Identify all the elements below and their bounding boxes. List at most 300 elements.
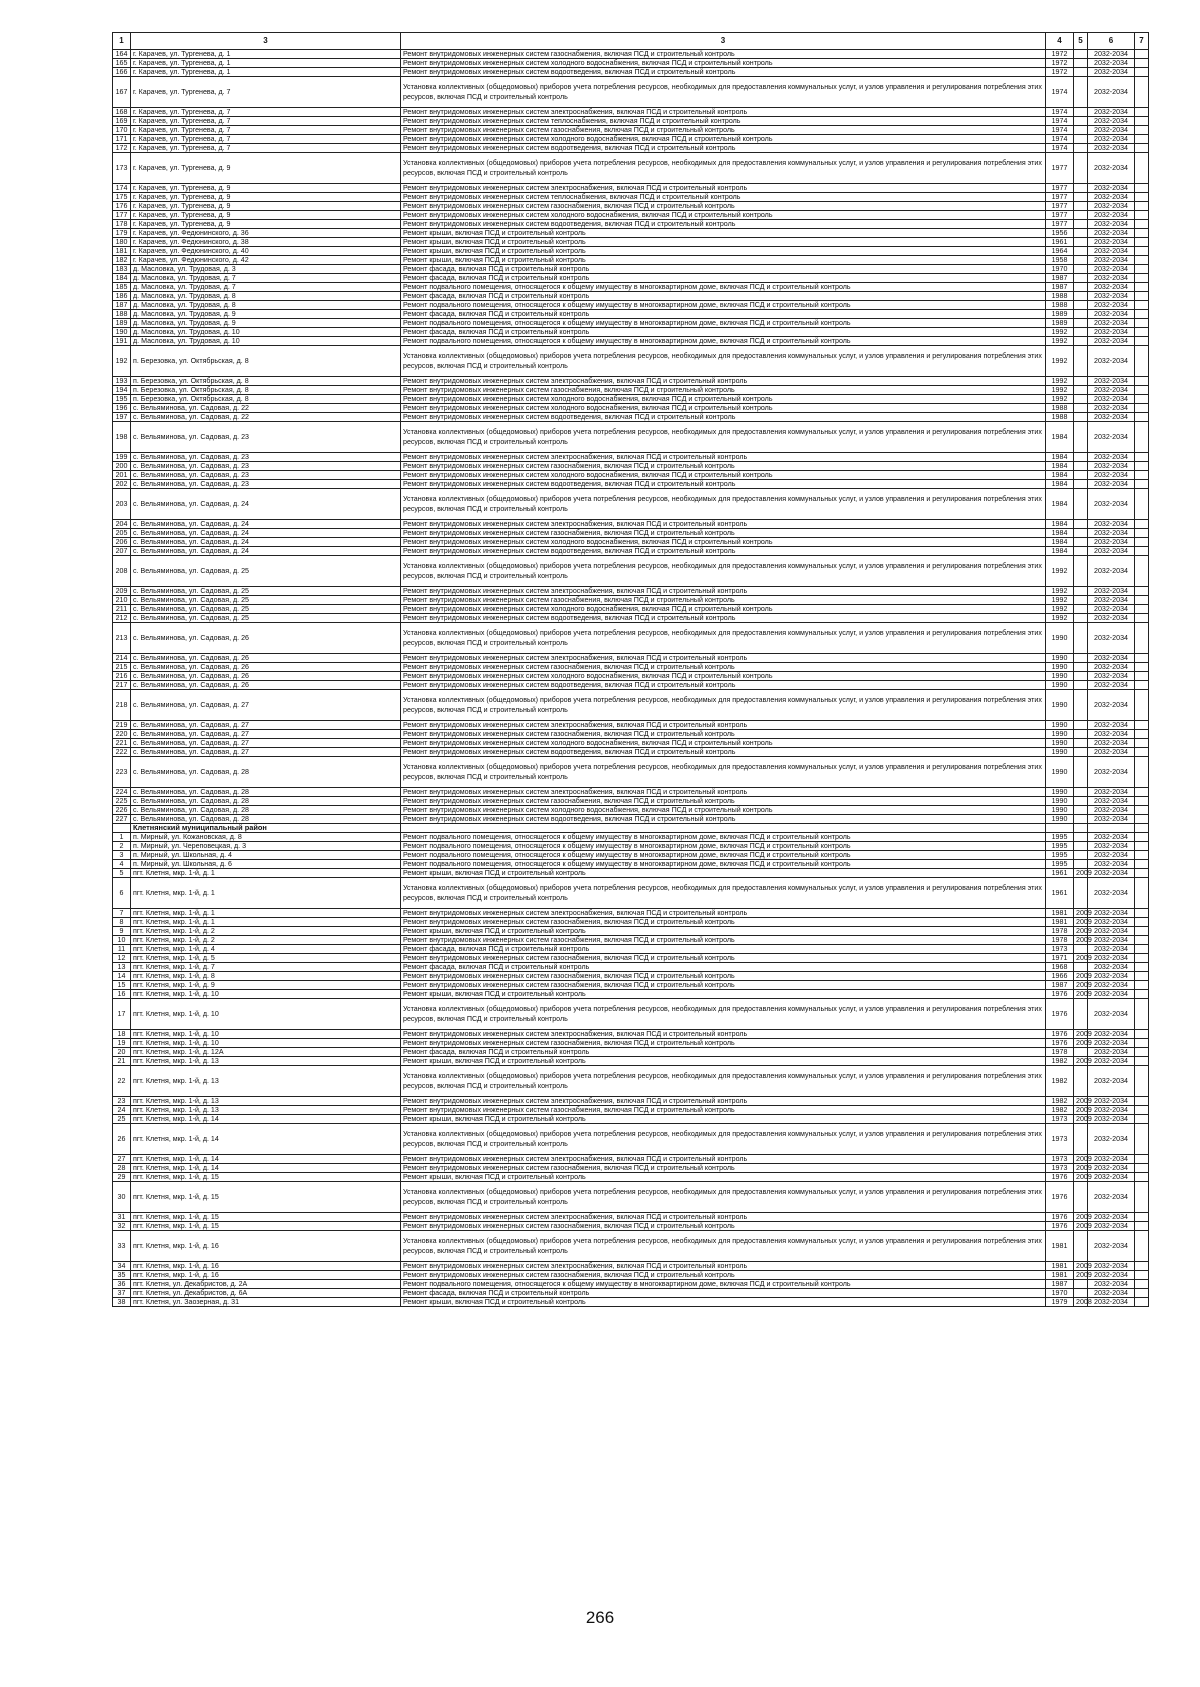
last-repair-year: 2009 — [1074, 1039, 1088, 1048]
row-number: 201 — [113, 471, 131, 480]
planned-period: 2032-2034 — [1088, 395, 1135, 404]
last-repair-year — [1074, 310, 1088, 319]
last-repair-year — [1074, 860, 1088, 869]
year-built: 1995 — [1046, 833, 1074, 842]
table-row — [113, 1262, 1149, 1271]
row-number: 167 — [113, 77, 131, 108]
row-number: 187 — [113, 301, 131, 310]
work-type: Ремонт внутридомовых инженерных систем теплоснабжения, включая ПСД и строительный контроль — [401, 193, 1046, 202]
work-type: Установка коллективных (общедомовых) приборов учета потребления ресурсов, необходимых для предоставления коммунальных услуг, и узлов управления и регулирования потребления этих ресурсов, включая ПСД и строительный контроль — [401, 556, 1046, 587]
address: п. Березовка, ул. Октябрьская, д. 8 — [131, 386, 401, 395]
table-row — [113, 274, 1149, 283]
planned-period: 2032-2034 — [1088, 337, 1135, 346]
address: пгт. Клетня, мкр. 1-й, д. 7 — [131, 963, 401, 972]
work-type: Установка коллективных (общедомовых) приборов учета потребления ресурсов, необходимых для предоставления коммунальных услуг, и узлов управления и регулирования потребления этих ресурсов, включая ПСД и строительный контроль — [401, 422, 1046, 453]
empty-cell — [1135, 1048, 1149, 1057]
year-built: 1977 — [1046, 220, 1074, 229]
year-built: 1973 — [1046, 1124, 1074, 1155]
empty-cell — [1135, 878, 1149, 909]
planned-period: 2032-2034 — [1088, 377, 1135, 386]
address: пгт. Клетня, мкр. 1-й, д. 14 — [131, 1164, 401, 1173]
row-number: 170 — [113, 126, 131, 135]
last-repair-year: 2009 — [1074, 990, 1088, 999]
planned-period: 2032-2034 — [1088, 739, 1135, 748]
last-repair-year — [1074, 878, 1088, 909]
row-number: 215 — [113, 663, 131, 672]
planned-period: 2032-2034 — [1088, 918, 1135, 927]
table-row — [113, 404, 1149, 413]
planned-period: 2032-2034 — [1088, 1289, 1135, 1298]
planned-period: 2032-2034 — [1088, 547, 1135, 556]
year-built: 1981 — [1046, 1262, 1074, 1271]
work-type: Ремонт фасада, включая ПСД и строительный контроль — [401, 945, 1046, 954]
row-number: 16 — [113, 990, 131, 999]
planned-period: 2032-2034 — [1088, 1222, 1135, 1231]
table-row — [113, 833, 1149, 842]
work-type: Ремонт крыши, включая ПСД и строительный контроль — [401, 927, 1046, 936]
table-row — [113, 981, 1149, 990]
table-row — [113, 730, 1149, 739]
year-built: 1992 — [1046, 614, 1074, 623]
address: с. Вельяминова, ул. Садовая, д. 24 — [131, 538, 401, 547]
table-body — [113, 33, 1149, 1307]
empty-cell — [1135, 480, 1149, 489]
last-repair-year — [1074, 480, 1088, 489]
year-built: 1984 — [1046, 529, 1074, 538]
year-built: 1978 — [1046, 1048, 1074, 1057]
year-built: 1976 — [1046, 1213, 1074, 1222]
address: г. Карачев, ул. Тургенева, д. 7 — [131, 117, 401, 126]
last-repair-year: 2009 — [1074, 981, 1088, 990]
last-repair-year — [1074, 757, 1088, 788]
table-row — [113, 851, 1149, 860]
last-repair-year — [1074, 395, 1088, 404]
year-built: 1977 — [1046, 211, 1074, 220]
planned-period: 2032-2034 — [1088, 211, 1135, 220]
table-row — [113, 1039, 1149, 1048]
row-number: 203 — [113, 489, 131, 520]
last-repair-year — [1074, 1280, 1088, 1289]
row-number: 198 — [113, 422, 131, 453]
row-number: 223 — [113, 757, 131, 788]
table-row — [113, 319, 1149, 328]
work-type: Ремонт внутридомовых инженерных систем водоотведения, включая ПСД и строительный контроль — [401, 413, 1046, 422]
planned-period: 2032-2034 — [1088, 471, 1135, 480]
empty-cell — [1135, 936, 1149, 945]
year-built: 1992 — [1046, 346, 1074, 377]
last-repair-year — [1074, 538, 1088, 547]
last-repair-year — [1074, 529, 1088, 538]
empty-cell — [1135, 730, 1149, 739]
empty-cell — [1135, 851, 1149, 860]
planned-period: 2032-2034 — [1088, 462, 1135, 471]
address: г. Карачев, ул. Тургенева, д. 9 — [131, 202, 401, 211]
empty-cell — [1135, 211, 1149, 220]
row-number: 217 — [113, 681, 131, 690]
last-repair-year — [1074, 788, 1088, 797]
planned-period: 2032-2034 — [1088, 489, 1135, 520]
year-built: 1990 — [1046, 806, 1074, 815]
address: пгт. Клетня, ул. Декабристов, д. 6А — [131, 1289, 401, 1298]
table-row — [113, 1106, 1149, 1115]
year-built: 1976 — [1046, 1039, 1074, 1048]
work-type: Установка коллективных (общедомовых) приборов учета потребления ресурсов, необходимых для предоставления коммунальных услуг, и узлов управления и регулирования потребления этих ресурсов, включая ПСД и строительный контроль — [401, 623, 1046, 654]
row-number: 34 — [113, 1262, 131, 1271]
empty-cell — [1135, 788, 1149, 797]
row-number: 200 — [113, 462, 131, 471]
work-type: Ремонт внутридомовых инженерных систем водоотведения, включая ПСД и строительный контроль — [401, 547, 1046, 556]
work-type: Ремонт внутридомовых инженерных систем холодного водоснабжения, включая ПСД и строительный контроль — [401, 806, 1046, 815]
planned-period: 2032-2034 — [1088, 346, 1135, 377]
address: пгт. Клетня, мкр. 1-й, д. 13 — [131, 1066, 401, 1097]
row-number: 172 — [113, 144, 131, 153]
empty-cell — [1135, 144, 1149, 153]
table-row — [113, 936, 1149, 945]
last-repair-year — [1074, 587, 1088, 596]
work-type: Ремонт внутридомовых инженерных систем газоснабжения, включая ПСД и строительный контроль — [401, 529, 1046, 538]
empty-cell — [1135, 999, 1149, 1030]
address: г. Карачев, ул. Тургенева, д. 9 — [131, 193, 401, 202]
empty-cell — [1135, 1231, 1149, 1262]
planned-period: 2032-2034 — [1088, 815, 1135, 824]
work-type: Ремонт внутридомовых инженерных систем электроснабжения, включая ПСД и строительный контроль — [401, 909, 1046, 918]
address: п. Мирный, ул. Кожановская, д. 8 — [131, 833, 401, 842]
address: д. Масловка, ул. Трудовая, д. 7 — [131, 274, 401, 283]
planned-period: 2032-2034 — [1088, 721, 1135, 730]
empty-cell — [1135, 77, 1149, 108]
empty-cell — [1135, 328, 1149, 337]
row-number: 206 — [113, 538, 131, 547]
work-type: Ремонт внутридомовых инженерных систем газоснабжения, включая ПСД и строительный контроль — [401, 50, 1046, 59]
address: пгт. Клетня, мкр. 1-й, д. 14 — [131, 1115, 401, 1124]
planned-period: 2032-2034 — [1088, 310, 1135, 319]
work-type: Ремонт внутридомовых инженерных систем электроснабжения, включая ПСД и строительный контроль — [401, 1262, 1046, 1271]
year-built: 1974 — [1046, 126, 1074, 135]
row-number: 189 — [113, 319, 131, 328]
table-row — [113, 520, 1149, 529]
planned-period: 2032-2034 — [1088, 936, 1135, 945]
work-type: Ремонт внутридомовых инженерных систем холодного водоснабжения, включая ПСД и строительный контроль — [401, 135, 1046, 144]
year-built: 1990 — [1046, 690, 1074, 721]
empty-cell — [1135, 869, 1149, 878]
address: пгт. Клетня, мкр. 1-й, д. 10 — [131, 1039, 401, 1048]
address: пгт. Клетня, мкр. 1-й, д. 16 — [131, 1231, 401, 1262]
work-type: Ремонт внутридомовых инженерных систем газоснабжения, включая ПСД и строительный контроль — [401, 663, 1046, 672]
year-built: 1972 — [1046, 59, 1074, 68]
address: д. Масловка, ул. Трудовая, д. 3 — [131, 265, 401, 274]
planned-period: 2032-2034 — [1088, 954, 1135, 963]
address: пгт. Клетня, мкр. 1-й, д. 14 — [131, 1155, 401, 1164]
column-header: 3 — [131, 33, 401, 50]
last-repair-year — [1074, 328, 1088, 337]
last-repair-year — [1074, 1289, 1088, 1298]
planned-period: 2032-2034 — [1088, 404, 1135, 413]
address: г. Карачев, ул. Федюнинского, д. 40 — [131, 247, 401, 256]
planned-period: 2032-2034 — [1088, 265, 1135, 274]
address: пгт. Клетня, мкр. 1-й, д. 5 — [131, 954, 401, 963]
address: с. Вельяминова, ул. Садовая, д. 23 — [131, 480, 401, 489]
work-type: Ремонт подвального помещения, относящегося к общему имуществу в многоквартирном доме, включая ПСД и строительный контроль — [401, 860, 1046, 869]
last-repair-year — [1074, 690, 1088, 721]
table-row — [113, 587, 1149, 596]
work-type: Ремонт подвального помещения, относящегося к общему имуществу в многоквартирном доме, включая ПСД и строительный контроль — [401, 851, 1046, 860]
last-repair-year: 2009 — [1074, 1097, 1088, 1106]
empty-cell — [1135, 265, 1149, 274]
last-repair-year — [1074, 605, 1088, 614]
work-type: Установка коллективных (общедомовых) приборов учета потребления ресурсов, необходимых для предоставления коммунальных услуг, и узлов управления и регулирования потребления этих ресурсов, включая ПСД и строительный контроль — [401, 77, 1046, 108]
address: г. Карачев, ул. Тургенева, д. 7 — [131, 135, 401, 144]
table-row — [113, 328, 1149, 337]
column-header: 1 — [113, 33, 131, 50]
row-number: 178 — [113, 220, 131, 229]
table-row — [113, 193, 1149, 202]
year-built: 1976 — [1046, 990, 1074, 999]
work-type: Установка коллективных (общедомовых) приборов учета потребления ресурсов, необходимых для предоставления коммунальных услуг, и узлов управления и регулирования потребления этих ресурсов, включая ПСД и строительный контроль — [401, 489, 1046, 520]
address: пгт. Клетня, мкр. 1-й, д. 13 — [131, 1057, 401, 1066]
year-built: 1977 — [1046, 184, 1074, 193]
year-built: 1976 — [1046, 1030, 1074, 1039]
year-built: 1992 — [1046, 596, 1074, 605]
address: г. Карачев, ул. Тургенева, д. 9 — [131, 220, 401, 229]
empty-cell — [1135, 135, 1149, 144]
row-number: 218 — [113, 690, 131, 721]
address: п. Мирный, ул. Череповецкая, д. 3 — [131, 842, 401, 851]
empty-cell — [1135, 587, 1149, 596]
last-repair-year: 2009 — [1074, 909, 1088, 918]
last-repair-year — [1074, 404, 1088, 413]
last-repair-year: 2009 — [1074, 1213, 1088, 1222]
table-row — [113, 806, 1149, 815]
year-built: 1971 — [1046, 954, 1074, 963]
row-number: 183 — [113, 265, 131, 274]
year-built: 1992 — [1046, 395, 1074, 404]
planned-period: 2032-2034 — [1088, 256, 1135, 265]
address: пгт. Клетня, мкр. 1-й, д. 10 — [131, 990, 401, 999]
row-number: 180 — [113, 238, 131, 247]
row-number: 193 — [113, 377, 131, 386]
work-type: Ремонт внутридомовых инженерных систем газоснабжения, включая ПСД и строительный контроль — [401, 1164, 1046, 1173]
address: с. Вельяминова, ул. Садовая, д. 28 — [131, 797, 401, 806]
year-built: 1982 — [1046, 1066, 1074, 1097]
address: с. Вельяминова, ул. Садовая, д. 26 — [131, 672, 401, 681]
last-repair-year — [1074, 556, 1088, 587]
work-type: Ремонт внутридомовых инженерных систем газоснабжения, включая ПСД и строительный контроль — [401, 386, 1046, 395]
planned-period: 2032-2034 — [1088, 117, 1135, 126]
work-type: Ремонт крыши, включая ПСД и строительный контроль — [401, 238, 1046, 247]
year-built: 1970 — [1046, 265, 1074, 274]
table-row — [113, 815, 1149, 824]
last-repair-year — [1074, 319, 1088, 328]
row-number: 204 — [113, 520, 131, 529]
address: пгт. Клетня, мкр. 1-й, д. 4 — [131, 945, 401, 954]
table-row — [113, 77, 1149, 108]
work-type: Ремонт крыши, включая ПСД и строительный контроль — [401, 1057, 1046, 1066]
work-type: Ремонт крыши, включая ПСД и строительный контроль — [401, 247, 1046, 256]
planned-period: 2032-2034 — [1088, 1057, 1135, 1066]
planned-period: 2032-2034 — [1088, 247, 1135, 256]
last-repair-year: 2009 — [1074, 954, 1088, 963]
last-repair-year — [1074, 193, 1088, 202]
last-repair-year — [1074, 59, 1088, 68]
work-type: Ремонт внутридомовых инженерных систем газоснабжения, включая ПСД и строительный контроль — [401, 972, 1046, 981]
last-repair-year — [1074, 614, 1088, 623]
year-built: 1982 — [1046, 1097, 1074, 1106]
year-built: 1990 — [1046, 623, 1074, 654]
last-repair-year — [1074, 824, 1088, 833]
year-built: 1974 — [1046, 135, 1074, 144]
table-row — [113, 1066, 1149, 1097]
work-type: Ремонт фасада, включая ПСД и строительный контроль — [401, 963, 1046, 972]
year-built: 1990 — [1046, 654, 1074, 663]
empty-cell — [1135, 529, 1149, 538]
planned-period: 2032-2034 — [1088, 1298, 1135, 1307]
address: с. Вельяминова, ул. Садовая, д. 22 — [131, 404, 401, 413]
work-type: Ремонт внутридомовых инженерных систем электроснабжения, включая ПСД и строительный контроль — [401, 587, 1046, 596]
last-repair-year — [1074, 247, 1088, 256]
planned-period: 2032-2034 — [1088, 413, 1135, 422]
work-type: Ремонт внутридомовых инженерных систем электроснабжения, включая ПСД и строительный контроль — [401, 1213, 1046, 1222]
address: пгт. Клетня, мкр. 1-й, д. 1 — [131, 878, 401, 909]
table-row — [113, 556, 1149, 587]
empty-cell — [1135, 337, 1149, 346]
row-number: 216 — [113, 672, 131, 681]
last-repair-year — [1074, 220, 1088, 229]
empty-cell — [1135, 422, 1149, 453]
planned-period: 2032-2034 — [1088, 730, 1135, 739]
last-repair-year — [1074, 471, 1088, 480]
row-number: 226 — [113, 806, 131, 815]
year-built: 1992 — [1046, 337, 1074, 346]
table-row — [113, 1155, 1149, 1164]
year-built: 1970 — [1046, 1289, 1074, 1298]
planned-period: 2032-2034 — [1088, 283, 1135, 292]
last-repair-year: 2009 — [1074, 936, 1088, 945]
empty-cell — [1135, 310, 1149, 319]
last-repair-year: 2009 — [1074, 1222, 1088, 1231]
empty-cell — [1135, 1106, 1149, 1115]
address: с. Вельяминова, ул. Садовая, д. 26 — [131, 681, 401, 690]
table-row — [113, 927, 1149, 936]
year-built: 1988 — [1046, 404, 1074, 413]
empty-cell — [1135, 395, 1149, 404]
work-type: Ремонт внутридомовых инженерных систем газоснабжения, включая ПСД и строительный контроль — [401, 936, 1046, 945]
table-row — [113, 824, 1149, 833]
address: с. Вельяминова, ул. Садовая, д. 24 — [131, 529, 401, 538]
year-built: 1990 — [1046, 788, 1074, 797]
last-repair-year — [1074, 999, 1088, 1030]
empty-cell — [1135, 301, 1149, 310]
table-row — [113, 1222, 1149, 1231]
work-type: Ремонт внутридомовых инженерных систем холодного водоснабжения, включая ПСД и строительный контроль — [401, 471, 1046, 480]
empty-cell — [1135, 860, 1149, 869]
planned-period: 2032-2034 — [1088, 869, 1135, 878]
address: г. Карачев, ул. Тургенева, д. 9 — [131, 211, 401, 220]
empty-cell — [1135, 614, 1149, 623]
table-row — [113, 220, 1149, 229]
last-repair-year — [1074, 211, 1088, 220]
empty-cell — [1135, 1115, 1149, 1124]
table-row — [113, 623, 1149, 654]
address: с. Вельяминова, ул. Садовая, д. 26 — [131, 663, 401, 672]
year-built: 1982 — [1046, 1106, 1074, 1115]
address: г. Карачев, ул. Тургенева, д. 1 — [131, 59, 401, 68]
address: пгт. Клетня, мкр. 1-й, д. 15 — [131, 1213, 401, 1222]
address: пгт. Клетня, мкр. 1-й, д. 12А — [131, 1048, 401, 1057]
empty-cell — [1135, 1182, 1149, 1213]
planned-period: 2032-2034 — [1088, 690, 1135, 721]
year-built: 1964 — [1046, 247, 1074, 256]
row-number: 38 — [113, 1298, 131, 1307]
row-number: 18 — [113, 1030, 131, 1039]
address: д. Масловка, ул. Трудовая, д. 8 — [131, 301, 401, 310]
table-row — [113, 878, 1149, 909]
last-repair-year: 2009 — [1074, 918, 1088, 927]
row-number: 174 — [113, 184, 131, 193]
address: с. Вельяминова, ул. Садовая, д. 22 — [131, 413, 401, 422]
row-number: 28 — [113, 1164, 131, 1173]
row-number: 196 — [113, 404, 131, 413]
year-built: 1995 — [1046, 860, 1074, 869]
row-number: 36 — [113, 1280, 131, 1289]
table-row — [113, 999, 1149, 1030]
planned-period: 2032-2034 — [1088, 999, 1135, 1030]
planned-period: 2032-2034 — [1088, 909, 1135, 918]
last-repair-year: 2009 — [1074, 1030, 1088, 1039]
table-row — [113, 860, 1149, 869]
empty-cell — [1135, 842, 1149, 851]
work-type: Ремонт подвального помещения, относящегося к общему имуществу в многоквартирном доме, включая ПСД и строительный контроль — [401, 833, 1046, 842]
planned-period: 2032-2034 — [1088, 1231, 1135, 1262]
address: с. Вельяминова, ул. Садовая, д. 27 — [131, 690, 401, 721]
table-row — [113, 739, 1149, 748]
table-row — [113, 1213, 1149, 1222]
work-type: Ремонт подвального помещения, относящегося к общему имуществу в многоквартирном доме, включая ПСД и строительный контроль — [401, 842, 1046, 851]
planned-period: 2032-2034 — [1088, 605, 1135, 614]
address: с. Вельяминова, ул. Садовая, д. 28 — [131, 757, 401, 788]
planned-period: 2032-2034 — [1088, 184, 1135, 193]
address: г. Карачев, ул. Тургенева, д. 7 — [131, 77, 401, 108]
last-repair-year — [1074, 386, 1088, 395]
table-row — [113, 283, 1149, 292]
table-row — [113, 654, 1149, 663]
last-repair-year — [1074, 1182, 1088, 1213]
row-number: 7 — [113, 909, 131, 918]
last-repair-year — [1074, 238, 1088, 247]
work-type: Установка коллективных (общедомовых) приборов учета потребления ресурсов, необходимых для предоставления коммунальных услуг, и узлов управления и регулирования потребления этих ресурсов, включая ПСД и строительный контроль — [401, 1066, 1046, 1097]
year-built: 1958 — [1046, 256, 1074, 265]
row-number: 14 — [113, 972, 131, 981]
last-repair-year — [1074, 274, 1088, 283]
address: с. Вельяминова, ул. Садовая, д. 24 — [131, 547, 401, 556]
last-repair-year: 2009 — [1074, 972, 1088, 981]
address: пгт. Клетня, мкр. 1-й, д. 1 — [131, 918, 401, 927]
work-type: Установка коллективных (общедомовых) приборов учета потребления ресурсов, необходимых для предоставления коммунальных услуг, и узлов управления и регулирования потребления этих ресурсов, включая ПСД и строительный контроль — [401, 1182, 1046, 1213]
table-row — [113, 1124, 1149, 1155]
address: с. Вельяминова, ул. Садовая, д. 28 — [131, 815, 401, 824]
row-number: 12 — [113, 954, 131, 963]
year-built: 1974 — [1046, 108, 1074, 117]
work-type: Ремонт внутридомовых инженерных систем холодного водоснабжения, включая ПСД и строительный контроль — [401, 395, 1046, 404]
work-type — [401, 824, 1046, 833]
row-number: 20 — [113, 1048, 131, 1057]
empty-cell — [1135, 815, 1149, 824]
last-repair-year: 2009 — [1074, 1262, 1088, 1271]
table-row — [113, 842, 1149, 851]
planned-period: 2032-2034 — [1088, 126, 1135, 135]
last-repair-year — [1074, 672, 1088, 681]
year-built: 1990 — [1046, 681, 1074, 690]
last-repair-year — [1074, 520, 1088, 529]
